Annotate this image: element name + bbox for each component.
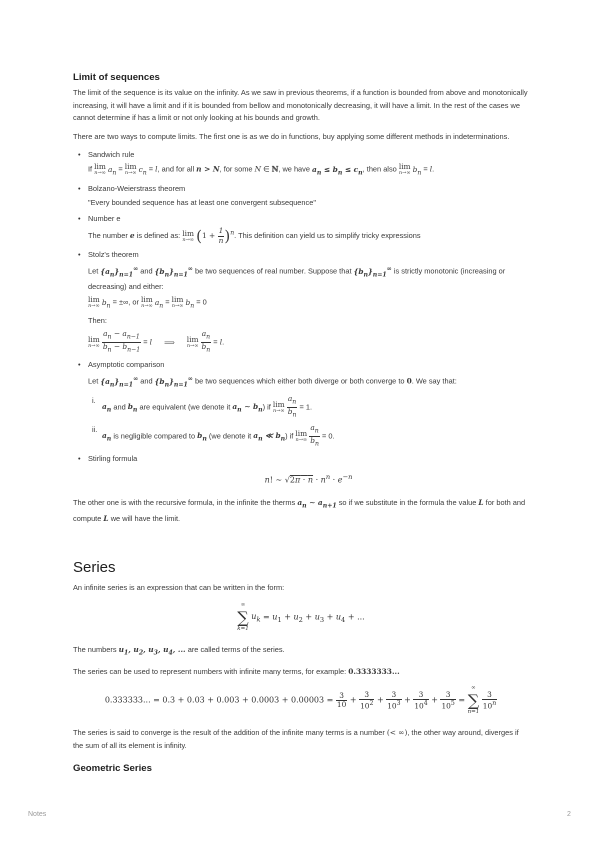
list-item-asymptotic: [73, 359, 529, 449]
page-content: [73, 72, 529, 778]
list-item-stirling: [73, 453, 529, 487]
bolzano-label: Bolzano-Weierstrass theorem: [88, 184, 186, 194]
stolz-label: Stolz's theorem: [88, 250, 139, 260]
series-intro: An infinite series is an expression that can be written in the form:: [73, 583, 285, 593]
stirling-formula: n! ∼ $√2\pi \cdot n \cdot n^n \cdot e^{-n}$: [264, 472, 353, 485]
limit-intro-paragraph: The limit of the sequence is its value on the infinity. As we saw in previous theorems, if a function is bounded from above and monotonically increasing, it will have a limit and if it is bounded from bellow and monotonically decreasing, it will have a limit. In the rest of the cases we cannot determine if has a limit or not only looking at his bounds and growth.: [73, 88, 528, 123]
number-e-label: Number e: [88, 214, 121, 224]
sandwich-rule-label: Sandwich rule: [88, 150, 135, 160]
recursive-paragraph: The other one is with the recursive formula, in the infinite the therms $a_n$ ∼ $a_{n+1}$ so if we substitute in the formula the value L for both and compute L we will have the limit.: [73, 497, 526, 523]
series-converge-paragraph: The series is said to converge is the result of the addition of the infinite many terms is a number (< ∞), the other way around, diverges if the sum of all its element is infinity.: [73, 728, 519, 751]
footer-left: Notes: [28, 811, 47, 818]
asymptotic-equivalent: i. $a_n$ and $b_n$ are equivalent (we denote it $a_n$ ∼ $b_n$) if lim n→∞ $\frac{a_n}{b_n}$ = 1.: [92, 394, 313, 419]
asymptotic-negligible: ii. $a_n$ is negligible compared to $b_n$ (we denote it $a_n$ ≪ $b_n$) if lim n→∞ $\frac{a_n}{b_n}$ = 0.: [92, 422, 335, 448]
stolz-statement: Let $\{a_n\}_{n=1}^\infty$ and $\{b_n\}_{n=1}^\infty$ be two sequences of real number. Suppose that $\{b_n\}_{n=1}^\infty$ is strictly monotonic (increasing or decreasing) and either:: [88, 265, 506, 292]
bolzano-quote: "Every bounded sequence has at least one convergent subsequence": [88, 198, 316, 208]
limit-of-sequences-heading: Limit of sequences: [73, 72, 160, 83]
limit-methods-list: [73, 149, 529, 486]
page-number: 2: [567, 811, 571, 818]
two-ways-paragraph: There are two ways to compute limits. The first one is as we do in functions, buy applying some different methods in indeterminations.: [73, 131, 510, 141]
stolz-condition: lim n→∞ $b_n$ = ±∞, or lim n→∞ $a_n = \lim$ n→∞ $b_n = 0$: [88, 295, 207, 310]
asymptotic-label: Asymptotic comparison: [88, 360, 165, 370]
series-terms-paragraph: The numbers $u_1$, $u_2$, $u_3$, $u_4$, ... are called terms of the series.: [73, 644, 285, 657]
list-item-number-e: [73, 213, 529, 245]
asymptotic-statement: Let $\{a_n\}_{n=1}^\infty$ and $\{b_n\}_{n=1}^\infty$ be two sequences which either both diverge or both converge to 0. We say that:: [88, 375, 457, 389]
stolz-then-label: Then:: [88, 316, 107, 326]
section-spacer: [73, 531, 529, 559]
series-definition-formula: ∞ ∑ k=1 $u_k = u_1 + u_2 + u_3 + u_4$ + ...: [237, 601, 365, 632]
list-item-bolzano: [73, 183, 529, 209]
stolz-conclusion: lim n→∞ $\frac{a_n - a_{n-1}}{b_n - b_{n-1}}$ = l ⟹ lim n→∞ $\frac{a_n}{b_n}$ = l.: [88, 329, 225, 354]
list-item-stolz: [73, 249, 529, 355]
series-example-formula: 0.333333... = 0.3 + 0.03 + 0.003 + 0.0003 + 0.00003 = $\frac{3}{10}$ + $\frac{3}{10^2}$ + $\frac{3}{10^3}$ + $\frac{3}{10^4}$ + $\frac{3}{10^5}$ = ∞ ∑ n=1 $\frac{3}{10^n}$: [104, 685, 497, 716]
number-e-definition: The number e is defined as: lim n→∞ (1 + $\frac{1}{n}$ )$^n$. This definition can yield us to simplify tricky expressions: [88, 226, 421, 246]
geometric-series-heading: Geometric Series: [73, 762, 152, 774]
list-item-sandwich: [73, 149, 529, 179]
series-represent-paragraph: The series can be used to represent numbers with infinite many terms, for example: 0.3333333...: [73, 666, 400, 676]
sandwich-rule-statement: If lim n→∞ $a_n = \lim$ n→∞ $c_n = l$, and for all n > N, for some N ∈ ℕ, we have $a_n \le b_n \le c_n$, then also lim n→∞ $b_n = l$.: [88, 162, 435, 177]
stirling-label: Stirling formula: [88, 453, 138, 463]
series-heading: Series: [73, 559, 116, 577]
